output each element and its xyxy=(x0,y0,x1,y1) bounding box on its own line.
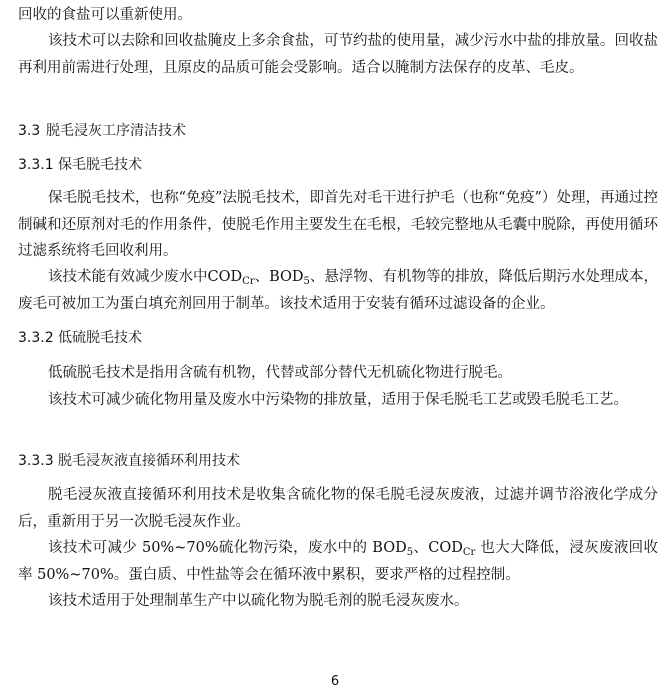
subscript: 5 xyxy=(406,547,414,558)
section-heading-3-3-2 xyxy=(18,328,142,348)
section-number: 3.3.2 xyxy=(18,330,54,346)
subscript: 5 xyxy=(303,276,310,287)
section-heading-3-3-3 xyxy=(18,451,240,471)
section-heading-3-3-1 xyxy=(18,155,142,175)
paragraph-salt-recovery: 该技术可以去除和回收盐腌皮上多余食盐，可节约盐的使用量，减少污水中盐的排放量。回收盐再利用前需进行处理，且原皮的品质可能会受影响。适合以腌制方法保存的皮革、毛皮。 xyxy=(18,33,658,76)
section-title: 脱毛浸灰工序清洁技术 xyxy=(46,123,186,139)
page-number: 6 xyxy=(330,674,340,689)
subscript: Cr xyxy=(242,276,255,287)
section-heading-3-3 xyxy=(18,121,186,141)
paragraph-hair-save-benefits: 该技术能有效减少废水中$COD_{Cr}$、$BOD_5$、悬浮物、有机物等的排放，降低后期污水处理成本，废毛可被加工为蛋白填充剂回用于制革。该技术适用于安装有循环过滤设备的企业。 xyxy=(18,269,659,312)
paragraph-low-sulfur-benefit: 该技术可减少硫化物用量及废水中污染物的排放量，适用于保毛脱毛工艺或毁毛脱毛工艺。 xyxy=(48,392,628,408)
section-number: 3.3.1 xyxy=(18,157,54,173)
section-number: 3.3.3 xyxy=(18,453,54,469)
section-title: 保毛脱毛技术 xyxy=(58,157,142,173)
section-title: 脱毛浸灰液直接循环利用技术 xyxy=(58,453,240,469)
paragraph-low-sulfur-def: 低硫脱毛技术是指用含硫有机物，代替或部分替代无机硫化物进行脱毛。 xyxy=(48,365,512,381)
section-number: 3.3 xyxy=(18,123,41,139)
paragraph-liming-recycle-scope: 该技术适用于处理制革生产中以硫化物为脱毛剂的脱毛浸灰废水。 xyxy=(48,593,469,609)
section-title: 低硫脱毛技术 xyxy=(58,330,142,346)
subscript: Cr xyxy=(462,547,476,558)
paragraph-hair-save-unhairing: 保毛脱毛技术，也称“免疫”法脱毛技术，即首先对毛干进行护毛（也称“免疫”）处理，再通过控制碱和还原剂对毛的作用条件，使脱毛作用主要发生在毛根，毛较完整地从毛囊中脱除，再使用循环过滤系统将毛回收利用。 xyxy=(18,190,658,259)
continued-text: 回收的食盐可以重新使用。 xyxy=(18,7,192,23)
paragraph-liming-recycle-benefit: 该技术可减少 50%~70%硫化物污染，废水中的 $BOD_5$、$COD_{Cr}$ 也大大降低，浸灰废液回收率 50%~70%。蛋白质、中性盐等会在循环液中累积，要求严格的过程控制。 xyxy=(18,540,659,583)
paragraph-liming-recycle-def: 脱毛浸灰液直接循环利用技术是收集含硫化物的保毛脱毛浸灰废液，过滤并调节浴液化学成分后，重新用于另一次脱毛浸灰作业。 xyxy=(18,487,658,530)
